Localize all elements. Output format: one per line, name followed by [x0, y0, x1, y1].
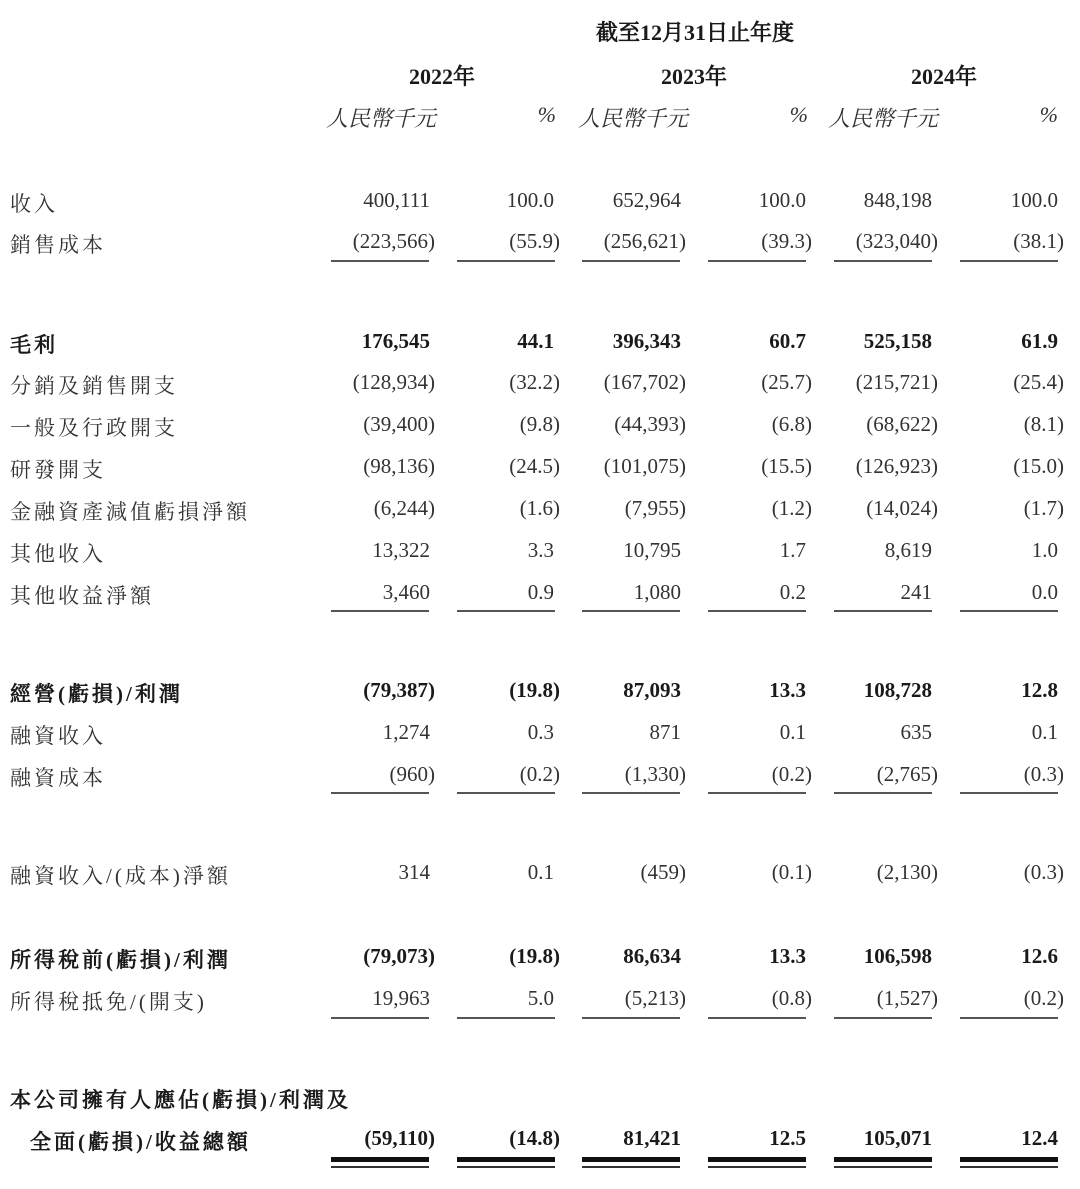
- value-2023-amount: (1,330): [624, 762, 686, 786]
- value-2023-percent: 13.3: [769, 678, 806, 702]
- row-label: 金融資產減值虧損淨額: [10, 500, 250, 524]
- value-2023-amount: 10,795: [623, 538, 681, 562]
- underline: [960, 1017, 1058, 1019]
- value-2024-percent: 12.4: [1021, 1126, 1058, 1150]
- value-2022-amount: (6,244): [373, 496, 435, 520]
- value-2022-percent: 0.3: [527, 720, 554, 744]
- underline: [708, 1017, 806, 1019]
- underline: [960, 260, 1058, 262]
- row-label: 本公司擁有人應佔(虧損)/利潤及: [10, 1088, 351, 1112]
- value-2024-amount: (14,024): [866, 496, 938, 520]
- double-underline: [331, 1166, 429, 1168]
- value-2023-amount: (7,955): [624, 496, 686, 520]
- value-2024-amount: (323,040): [855, 229, 938, 253]
- value-2022-amount: (59,110): [364, 1126, 435, 1150]
- value-2024-percent: (38.1): [1013, 229, 1064, 253]
- value-2023-amount: 1,080: [633, 580, 681, 604]
- unit-label-2022: 人民幣千元: [326, 106, 437, 131]
- underline: [834, 1017, 932, 1019]
- double-underline: [960, 1166, 1058, 1168]
- percent-label-2022: %: [537, 102, 556, 127]
- year-header-2023: 2023年: [660, 64, 727, 89]
- value-2023-percent: (25.7): [761, 370, 812, 394]
- unit-label-2023: 人民幣千元: [578, 106, 689, 131]
- value-2024-percent: 12.8: [1021, 678, 1058, 702]
- row-label: 毛利: [10, 333, 58, 357]
- value-2022-amount: 19,963: [372, 986, 430, 1010]
- value-2024-percent: 0.1: [1031, 720, 1058, 744]
- value-2023-percent: (0.1): [771, 860, 812, 884]
- row-label: 分銷及銷售開支: [10, 374, 178, 398]
- underline: [331, 1017, 429, 1019]
- row-label: 收入: [10, 192, 58, 216]
- value-2022-percent: (9.8): [519, 412, 560, 436]
- value-2022-percent: 0.1: [527, 860, 554, 884]
- value-2024-amount: (215,721): [855, 370, 938, 394]
- value-2022-percent: (1.6): [519, 496, 560, 520]
- double-underline: [582, 1157, 680, 1162]
- double-underline: [582, 1166, 680, 1168]
- value-2024-percent: 1.0: [1031, 538, 1058, 562]
- underline: [708, 792, 806, 794]
- value-2023-amount: (459): [640, 860, 686, 884]
- value-2024-percent: (1.7): [1023, 496, 1064, 520]
- value-2023-amount: 396,343: [612, 329, 681, 353]
- value-2022-amount: (223,566): [352, 229, 435, 253]
- value-2022-percent: (32.2): [509, 370, 560, 394]
- value-2023-amount: 86,634: [623, 944, 681, 968]
- value-2023-percent: 0.1: [779, 720, 806, 744]
- year-header-2024: 2024年: [910, 64, 977, 89]
- value-2023-amount: (101,075): [603, 454, 686, 478]
- value-2023-percent: (0.2): [771, 762, 812, 786]
- value-2023-percent: (0.8): [771, 986, 812, 1010]
- value-2022-amount: 314: [398, 860, 430, 884]
- row-label: 融資成本: [10, 766, 106, 790]
- underline: [834, 792, 932, 794]
- row-label: 所得稅前(虧損)/利潤: [10, 948, 231, 972]
- value-2022-percent: (55.9): [509, 229, 560, 253]
- value-2023-amount: (256,621): [603, 229, 686, 253]
- double-underline: [331, 1157, 429, 1162]
- value-2024-amount: (2,130): [876, 860, 938, 884]
- value-2023-amount: 87,093: [623, 678, 681, 702]
- value-2023-amount: (5,213): [624, 986, 686, 1010]
- underline: [331, 610, 429, 612]
- value-2022-amount: 3,460: [382, 580, 430, 604]
- row-label: 經營(虧損)/利潤: [10, 682, 183, 706]
- value-2023-percent: 13.3: [769, 944, 806, 968]
- underline: [582, 610, 680, 612]
- value-2024-percent: (25.4): [1013, 370, 1064, 394]
- underline: [457, 610, 555, 612]
- underline: [834, 260, 932, 262]
- value-2024-amount: 635: [900, 720, 932, 744]
- unit-label-2024: 人民幣千元: [828, 106, 939, 131]
- row-label-continued: 全面(虧損)/收益總額: [30, 1130, 251, 1154]
- value-2023-percent: (6.8): [771, 412, 812, 436]
- value-2022-percent: (19.8): [509, 944, 560, 968]
- double-underline: [457, 1157, 555, 1162]
- value-2023-amount: (44,393): [614, 412, 686, 436]
- value-2024-percent: 100.0: [1010, 188, 1058, 212]
- value-2024-amount: (1,527): [876, 986, 938, 1010]
- value-2022-percent: (14.8): [509, 1126, 560, 1150]
- underline: [457, 1017, 555, 1019]
- value-2024-amount: 241: [900, 580, 932, 604]
- percent-label-2023: %: [789, 102, 808, 127]
- underline: [834, 610, 932, 612]
- value-2023-amount: 652,964: [612, 188, 681, 212]
- value-2024-amount: 848,198: [863, 188, 932, 212]
- value-2023-percent: 0.2: [779, 580, 806, 604]
- value-2022-percent: (24.5): [509, 454, 560, 478]
- row-label: 所得稅抵免/(開支): [10, 990, 207, 1014]
- value-2022-amount: (39,400): [363, 412, 435, 436]
- value-2024-percent: (15.0): [1013, 454, 1064, 478]
- underline: [331, 792, 429, 794]
- period-header: 截至12月31日止年度: [595, 20, 794, 45]
- underline: [960, 792, 1058, 794]
- value-2022-amount: (79,073): [363, 944, 435, 968]
- value-2024-amount: 106,598: [863, 944, 932, 968]
- underline: [708, 260, 806, 262]
- underline: [582, 792, 680, 794]
- value-2023-amount: 81,421: [623, 1126, 681, 1150]
- percent-label-2024: %: [1039, 102, 1058, 127]
- year-header-2022: 2022年: [408, 64, 475, 89]
- row-label: 其他收入: [10, 542, 106, 566]
- value-2024-amount: (68,622): [866, 412, 938, 436]
- double-underline: [457, 1166, 555, 1168]
- value-2024-amount: 108,728: [863, 678, 932, 702]
- value-2022-amount: (128,934): [352, 370, 435, 394]
- row-label: 研發開支: [10, 458, 106, 482]
- double-underline: [960, 1157, 1058, 1162]
- value-2024-percent: 61.9: [1021, 329, 1058, 353]
- value-2022-percent: 100.0: [506, 188, 554, 212]
- value-2024-percent: (0.2): [1023, 986, 1064, 1010]
- value-2022-percent: (0.2): [519, 762, 560, 786]
- value-2024-amount: 8,619: [884, 538, 932, 562]
- value-2022-percent: 0.9: [527, 580, 554, 604]
- value-2024-amount: 105,071: [863, 1126, 932, 1150]
- value-2022-percent: 3.3: [527, 538, 554, 562]
- row-label: 其他收益淨額: [10, 584, 154, 608]
- underline: [457, 260, 555, 262]
- double-underline: [834, 1157, 932, 1162]
- underline: [582, 1017, 680, 1019]
- value-2024-percent: 0.0: [1031, 580, 1058, 604]
- value-2022-amount: (98,136): [363, 454, 435, 478]
- value-2024-amount: (126,923): [855, 454, 938, 478]
- value-2023-percent: (39.3): [761, 229, 812, 253]
- value-2022-amount: (79,387): [363, 678, 435, 702]
- value-2022-percent: 5.0: [527, 986, 554, 1010]
- underline: [708, 610, 806, 612]
- underline: [582, 260, 680, 262]
- value-2023-amount: (167,702): [603, 370, 686, 394]
- value-2022-percent: (19.8): [509, 678, 560, 702]
- value-2023-percent: 100.0: [758, 188, 806, 212]
- row-label: 銷售成本: [10, 233, 106, 257]
- row-label: 融資收入/(成本)淨額: [10, 864, 231, 888]
- value-2024-percent: (8.1): [1023, 412, 1064, 436]
- value-2022-amount: 176,545: [361, 329, 430, 353]
- value-2022-amount: 13,322: [372, 538, 430, 562]
- underline: [960, 610, 1058, 612]
- value-2023-percent: (1.2): [771, 496, 812, 520]
- row-label: 融資收入: [10, 724, 106, 748]
- value-2022-amount: (960): [389, 762, 435, 786]
- underline: [331, 260, 429, 262]
- value-2024-amount: 525,158: [863, 329, 932, 353]
- underline: [457, 792, 555, 794]
- value-2022-amount: 400,111: [363, 188, 430, 212]
- value-2023-amount: 871: [649, 720, 681, 744]
- double-underline: [708, 1166, 806, 1168]
- value-2022-amount: 1,274: [382, 720, 430, 744]
- value-2023-percent: 60.7: [769, 329, 806, 353]
- value-2024-amount: (2,765): [876, 762, 938, 786]
- value-2024-percent: (0.3): [1023, 860, 1064, 884]
- value-2024-percent: 12.6: [1021, 944, 1058, 968]
- value-2024-percent: (0.3): [1023, 762, 1064, 786]
- value-2023-percent: (15.5): [761, 454, 812, 478]
- row-label: 一般及行政開支: [10, 416, 178, 440]
- double-underline: [708, 1157, 806, 1162]
- double-underline: [834, 1166, 932, 1168]
- value-2023-percent: 12.5: [769, 1126, 806, 1150]
- value-2023-percent: 1.7: [779, 538, 806, 562]
- value-2022-percent: 44.1: [517, 329, 554, 353]
